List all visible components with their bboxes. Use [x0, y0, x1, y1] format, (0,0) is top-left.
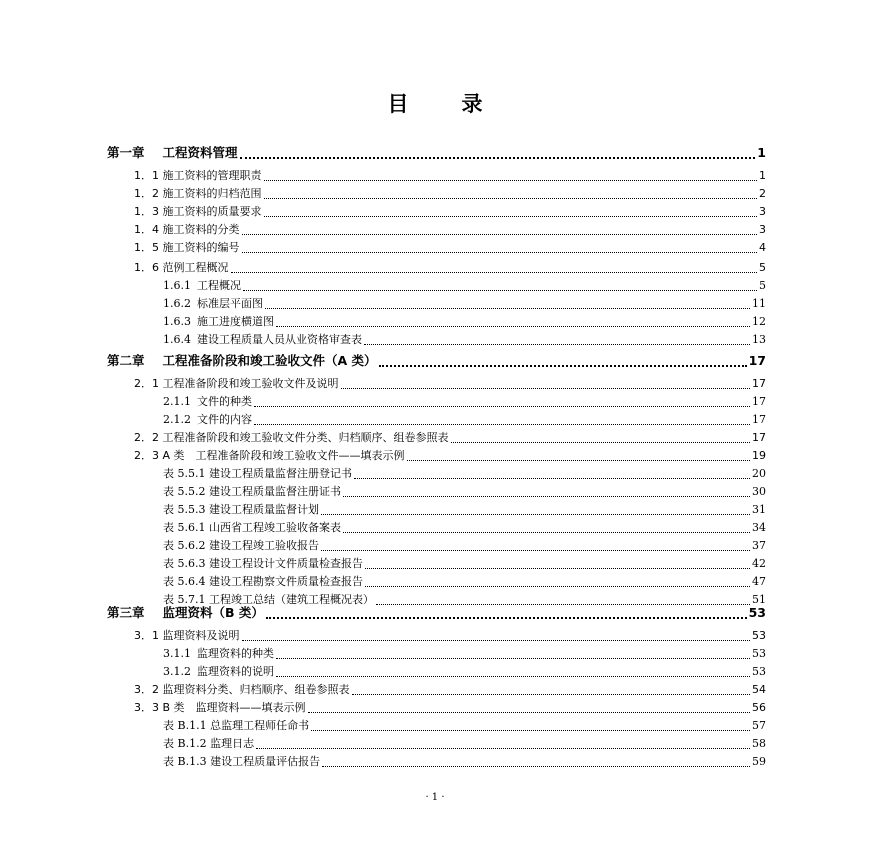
- toc-subsection-entry[interactable]: [163, 484, 766, 500]
- toc-entry-title: 2．1 工程准备阶段和竣工验收文件及说明: [134, 377, 339, 390]
- toc-entry-label: [163, 278, 241, 294]
- toc-entry-title: 文件的内容: [197, 413, 252, 426]
- toc-entry-label: [134, 240, 240, 256]
- toc-entry-page: 37: [752, 539, 766, 552]
- dot-leader: [276, 326, 750, 327]
- toc-section-entry[interactable]: [134, 168, 766, 184]
- dot-leader: [364, 344, 750, 345]
- toc-entry-label: [163, 332, 362, 348]
- toc-section-entry[interactable]: [134, 700, 766, 716]
- toc-entry-label: [107, 352, 377, 370]
- toc-section-entry[interactable]: [134, 222, 766, 238]
- toc-entry-page: 30: [752, 485, 766, 498]
- toc-entry-title: 文件的种类: [197, 395, 252, 408]
- toc-entry-number: 1.6.2: [163, 297, 191, 310]
- toc-subsection-entry[interactable]: [163, 412, 766, 428]
- toc-entry-label: [134, 628, 240, 644]
- toc-section-entry[interactable]: [134, 430, 766, 446]
- toc-entry-label: [134, 186, 262, 202]
- toc-entry-label: [163, 314, 274, 330]
- toc-entry-page: 3: [759, 223, 766, 236]
- toc-entry-page: 17: [748, 353, 766, 368]
- toc-entry-number: 第二章: [107, 353, 145, 368]
- toc-entry-page: 19: [752, 449, 766, 462]
- dot-leader: [254, 424, 750, 425]
- toc-entry-label: [163, 484, 341, 500]
- toc-subsection-entry[interactable]: [163, 556, 766, 572]
- dot-leader: [254, 406, 750, 407]
- toc-entry-title: 1．4 施工资料的分类: [134, 223, 240, 236]
- toc-entry-page: 53: [752, 665, 766, 678]
- toc-entry-page: 17: [752, 395, 766, 408]
- toc-entry-number: 1.6.3: [163, 315, 191, 328]
- toc-subsection-entry[interactable]: [163, 538, 766, 554]
- dot-leader: [242, 640, 751, 641]
- toc-entry-page: 5: [759, 279, 766, 292]
- toc-entry-number: 1.6.1: [163, 279, 191, 292]
- toc-entry-page: 57: [752, 719, 766, 732]
- dot-leader: [231, 272, 758, 273]
- toc-entry-title: 2．2 工程准备阶段和竣工验收文件分类、归档顺序、组卷参照表: [134, 431, 449, 444]
- dot-leader: [379, 365, 747, 367]
- toc-entry-page: 4: [759, 241, 766, 254]
- toc-entry-number: 第一章: [107, 145, 145, 160]
- dot-leader: [276, 676, 750, 677]
- toc-entry-page: 59: [752, 755, 766, 768]
- toc-entry-title: 表 5.6.1 山西省工程竣工验收备案表: [163, 521, 341, 534]
- dot-leader: [365, 568, 750, 569]
- dot-leader: [308, 712, 750, 713]
- toc-subsection-entry[interactable]: [163, 394, 766, 410]
- dot-leader: [264, 180, 758, 181]
- toc-entry-title: 1．1 施工资料的管理职责: [134, 169, 262, 182]
- toc-chapter-entry[interactable]: [107, 144, 766, 162]
- dot-leader: [242, 234, 758, 235]
- toc-subsection-entry[interactable]: [163, 502, 766, 518]
- toc-entry-title: 表 5.5.2 建设工程质量监督注册证书: [163, 485, 341, 498]
- dot-leader: [341, 388, 751, 389]
- toc-entry-page: 1: [759, 169, 766, 182]
- toc-chapter-entry[interactable]: [107, 352, 766, 370]
- toc-entry-page: 2: [759, 187, 766, 200]
- toc-entry-label: [163, 574, 363, 590]
- dot-leader: [276, 658, 750, 659]
- toc-entry-title: 1．6 范例工程概况: [134, 261, 229, 274]
- dot-leader: [352, 694, 751, 695]
- toc-entry-title: 表 5.6.3 建设工程设计文件质量检查报告: [163, 557, 363, 570]
- toc-entry-label: [107, 604, 264, 622]
- toc-entry-title: 2．3 A 类 工程准备阶段和竣工验收文件——填表示例: [134, 449, 405, 462]
- toc-entry-page: 17: [752, 413, 766, 426]
- toc-entry-label: [134, 260, 229, 276]
- toc-entry-label: [134, 222, 240, 238]
- toc-section-entry[interactable]: [134, 186, 766, 202]
- toc-entry-label: [163, 394, 252, 410]
- toc-entry-page: 13: [752, 333, 766, 346]
- toc-entry-page: 17: [752, 377, 766, 390]
- toc-entry-page: 51: [752, 593, 766, 606]
- toc-section-entry[interactable]: [134, 204, 766, 220]
- toc-entry-page: 12: [752, 315, 766, 328]
- toc-entry-label: [134, 682, 350, 698]
- toc-entry-page: 1: [757, 145, 766, 160]
- dot-leader: [354, 478, 750, 479]
- dot-leader: [265, 308, 750, 309]
- toc-entry-title: 表 5.6.4 建设工程勘察文件质量检查报告: [163, 575, 363, 588]
- toc-entry-title: 表 B.1.3 建设工程质量评估报告: [163, 755, 321, 768]
- toc-entry-title: 1．3 施工资料的质量要求: [134, 205, 262, 218]
- toc-subsection-entry[interactable]: [163, 332, 766, 348]
- toc-subsection-entry[interactable]: [163, 754, 766, 770]
- toc-entry-title: 1．5 施工资料的编号: [134, 241, 240, 254]
- dot-leader: [365, 586, 750, 587]
- toc-section-entry[interactable]: [134, 240, 766, 256]
- dot-leader: [256, 748, 750, 749]
- toc-entry-page: 58: [752, 737, 766, 750]
- toc-entry-title: 表 B.1.2 监理日志: [163, 737, 255, 750]
- toc-subsection-entry[interactable]: [163, 466, 766, 482]
- toc-entry-label: [107, 144, 238, 162]
- toc-entry-title: 表 5.5.1 建设工程质量监督注册登记书: [163, 467, 352, 480]
- toc-subsection-entry[interactable]: [163, 718, 766, 734]
- toc-entry-title: 工程准备阶段和竣工验收文件（A 类）: [162, 353, 377, 368]
- toc-entry-title: 工程资料管理: [162, 145, 238, 160]
- toc-entry-label: [163, 718, 309, 734]
- toc-subsection-entry[interactable]: [163, 278, 766, 294]
- dot-leader: [264, 216, 758, 217]
- toc-entry-title: 监理资料的说明: [197, 665, 274, 678]
- toc-entry-page: 47: [752, 575, 766, 588]
- toc-entry-label: [134, 204, 262, 220]
- toc-entry-page: 42: [752, 557, 766, 570]
- toc-entry-title: 监理资料的种类: [197, 647, 274, 660]
- page-number: · 1 ·: [425, 792, 445, 803]
- dot-leader: [264, 198, 758, 199]
- toc-entry-page: 53: [748, 605, 766, 620]
- toc-subsection-entry[interactable]: [163, 296, 766, 312]
- dot-leader: [311, 730, 750, 731]
- toc-entry-label: [163, 556, 363, 572]
- toc-entry-title: 3．3 B 类 监理资料——填表示例: [134, 701, 306, 714]
- toc-entry-label: [134, 430, 449, 446]
- toc-entry-number: 1.6.4: [163, 333, 191, 346]
- dot-leader: [322, 766, 750, 767]
- toc-entry-title: 1．2 施工资料的归档范围: [134, 187, 262, 200]
- toc-entry-label: [163, 754, 320, 770]
- toc-section-entry[interactable]: [134, 448, 766, 464]
- toc-entry-number: 3.1.1: [163, 647, 191, 660]
- toc-entry-number: 2.1.1: [163, 395, 191, 408]
- toc-entry-title: 施工进度横道图: [197, 315, 274, 328]
- toc-entry-label: [134, 700, 306, 716]
- toc-entry-label: [163, 520, 341, 536]
- dot-leader: [321, 550, 750, 551]
- toc-entry-number: 2.1.2: [163, 413, 191, 426]
- toc-entry-title: 表 5.6.2 建设工程竣工验收报告: [163, 539, 319, 552]
- toc-entry-page: 31: [752, 503, 766, 516]
- toc-entry-page: 11: [752, 297, 766, 310]
- toc-entry-title: 建设工程质量人员从业资格审查表: [197, 333, 362, 346]
- toc-subsection-entry[interactable]: [163, 736, 766, 752]
- toc-section-entry[interactable]: [134, 260, 766, 276]
- toc-entry-title: 工程概况: [197, 279, 241, 292]
- toc-entry-label: [163, 296, 263, 312]
- toc-entry-label: [163, 646, 274, 662]
- dot-leader: [240, 157, 756, 159]
- toc-entry-label: [163, 538, 319, 554]
- toc-entry-title: 3．1 监理资料及说明: [134, 629, 240, 642]
- toc-entry-page: 17: [752, 431, 766, 444]
- dot-leader: [407, 460, 750, 461]
- toc-entry-label: [163, 502, 319, 518]
- toc-entry-page: 56: [752, 701, 766, 714]
- toc-subsection-entry[interactable]: [163, 664, 766, 680]
- toc-subsection-entry[interactable]: [163, 646, 766, 662]
- dot-leader: [243, 290, 757, 291]
- dot-leader: [321, 514, 750, 515]
- toc-entry-title: 表 5.5.3 建设工程质量监督计划: [163, 503, 319, 516]
- toc-section-entry[interactable]: [134, 628, 766, 644]
- dot-leader: [242, 252, 758, 253]
- toc-entry-page: 34: [752, 521, 766, 534]
- toc-entry-label: [163, 664, 274, 680]
- toc-subsection-entry[interactable]: [163, 520, 766, 536]
- toc-entry-title: 3．2 监理资料分类、归档顺序、组卷参照表: [134, 683, 350, 696]
- toc-entry-page: 20: [752, 467, 766, 480]
- toc-section-entry[interactable]: [134, 682, 766, 698]
- toc-subsection-entry[interactable]: [163, 314, 766, 330]
- toc-entry-label: [163, 412, 252, 428]
- toc-section-entry[interactable]: [134, 376, 766, 392]
- toc-entry-number: 第三章: [107, 605, 145, 620]
- toc-entry-page: 53: [752, 629, 766, 642]
- toc-entry-page: 53: [752, 647, 766, 660]
- toc-subsection-entry[interactable]: [163, 574, 766, 590]
- toc-entry-page: 5: [759, 261, 766, 274]
- toc-entry-page: 54: [752, 683, 766, 696]
- toc-chapter-entry[interactable]: [107, 604, 766, 622]
- dot-leader: [343, 496, 750, 497]
- toc-entry-title: 标准层平面图: [197, 297, 263, 310]
- toc-entry-label: [134, 448, 405, 464]
- dot-leader: [343, 532, 750, 533]
- toc-entry-title: 监理资料（B 类）: [162, 605, 264, 620]
- toc-entry-label: [163, 466, 352, 482]
- toc-entry-label: [134, 168, 262, 184]
- toc-entry-page: 3: [759, 205, 766, 218]
- page-title: 目 录: [387, 92, 499, 116]
- toc-entry-number: 3.1.2: [163, 665, 191, 678]
- toc-entry-title: 表 B.1.1 总监理工程师任命书: [163, 719, 310, 732]
- toc-entry-label: [134, 376, 339, 392]
- dot-leader: [266, 617, 747, 619]
- toc-entry-label: [163, 736, 254, 752]
- dot-leader: [451, 442, 751, 443]
- toc-entry-title: 表 5.7.1 工程竣工总结（建筑工程概况表）: [163, 593, 374, 606]
